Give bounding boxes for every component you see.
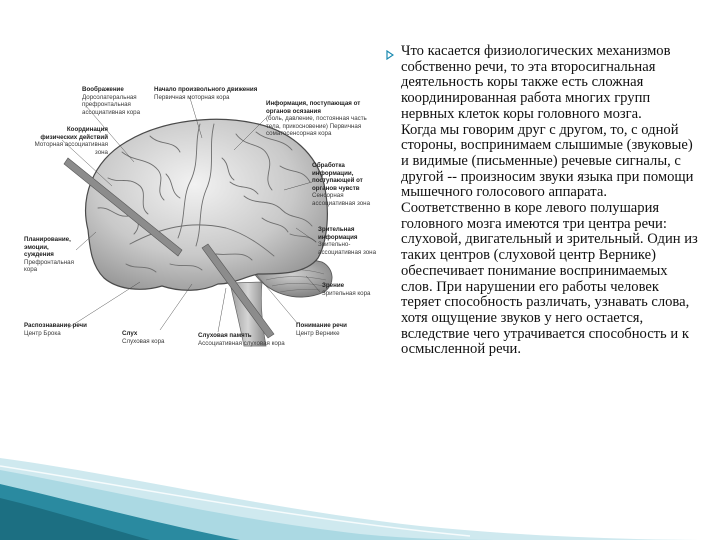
label-coordination-title: Координация физических действий	[40, 126, 108, 141]
slide-text	[401, 44, 701, 358]
label-planning-text: Префронтальная кора	[24, 258, 74, 274]
label-speech-recognition-text: Центр Брока	[24, 329, 61, 337]
label-planning	[24, 236, 76, 274]
label-planning-title: Планирование, эмоции, суждения	[24, 236, 71, 259]
paragraph-1: Что касается физиологических механизмов собственно речи, то эта второсигнальная деятельность коры также есть сложная координированная работа многих групп нервных клеток коры головного мозга.	[401, 43, 671, 122]
label-vision-title: Зрение	[322, 282, 345, 289]
label-imagination-text: Дорсолатеральная префронтальная ассоциативная кора	[82, 93, 141, 116]
label-sensory	[312, 162, 382, 208]
label-touch-info-title: Информация, поступающая от органов осязания	[266, 100, 361, 115]
label-visual-info-text: Зрительно-ассоциативная зона	[318, 241, 377, 256]
label-hearing-text: Слуховая кора	[122, 337, 165, 345]
label-voluntary-title: Начало произвольного движения	[154, 86, 258, 93]
label-vision-text: Зрительная кора	[322, 289, 371, 297]
label-visual-info-title: Зрительная информация	[318, 226, 358, 241]
label-speech-recognition	[24, 322, 87, 337]
label-sensory-title: Обработка информации, поступающей от органов чувств	[312, 162, 363, 192]
paragraph-2: Когда мы говорим друг с другом, то, с одной стороны, воспринимаем слышимые (звуковые) и видимые (письменные) речевые сигналы, с другой -- произносим звуки языка при помощи мышечного голосового аппарата. Соответственно в коре левого полушария головного мозга имеются три центра речи: слуховой, двигательный и зрительный. Один из таких центров (слуховой центр Вернике) обеспечивает понимание воспринимаемых слов. При нарушении его работы человек теряет способность различать, узнавать слова, хотя ощущение звуков у него остается, вследствие чего утрачивается способность и к осмысленной речи.	[401, 121, 698, 358]
label-speech-meaning-text: Центр Вернике	[296, 329, 340, 337]
bullet-arrow-icon	[386, 50, 394, 60]
label-coordination-text: Моторная ассоциативная зона	[34, 141, 108, 156]
label-voluntary	[154, 86, 257, 101]
bottom-wave-decoration	[0, 448, 720, 540]
label-visual-info	[318, 226, 384, 256]
label-imagination	[82, 86, 160, 116]
label-speech-meaning	[296, 322, 347, 337]
brain-figure	[24, 78, 390, 368]
label-touch-info	[266, 100, 374, 138]
label-vision	[322, 282, 371, 297]
label-auditory-memory	[198, 332, 285, 347]
label-speech-meaning-title: Понимание речи	[296, 322, 347, 329]
label-touch-info-text: (боль, давление, постоянная часть тела, прикосновение) Первичная соматосенсорная кора	[266, 115, 367, 138]
label-hearing-title: Слух	[122, 330, 138, 337]
label-auditory-memory-text: Ассоциативная слуховая кора	[198, 339, 285, 347]
label-voluntary-text: Первичная моторная кора	[154, 93, 230, 101]
label-auditory-memory-title: Слуховая память	[198, 332, 252, 339]
label-hearing	[122, 330, 164, 345]
label-speech-recognition-title: Распознавание речи	[24, 322, 87, 329]
label-coordination	[34, 126, 108, 156]
label-sensory-text: Сенсорная ассоциативная зона	[312, 192, 371, 207]
label-imagination-title: Воображение	[82, 86, 124, 93]
